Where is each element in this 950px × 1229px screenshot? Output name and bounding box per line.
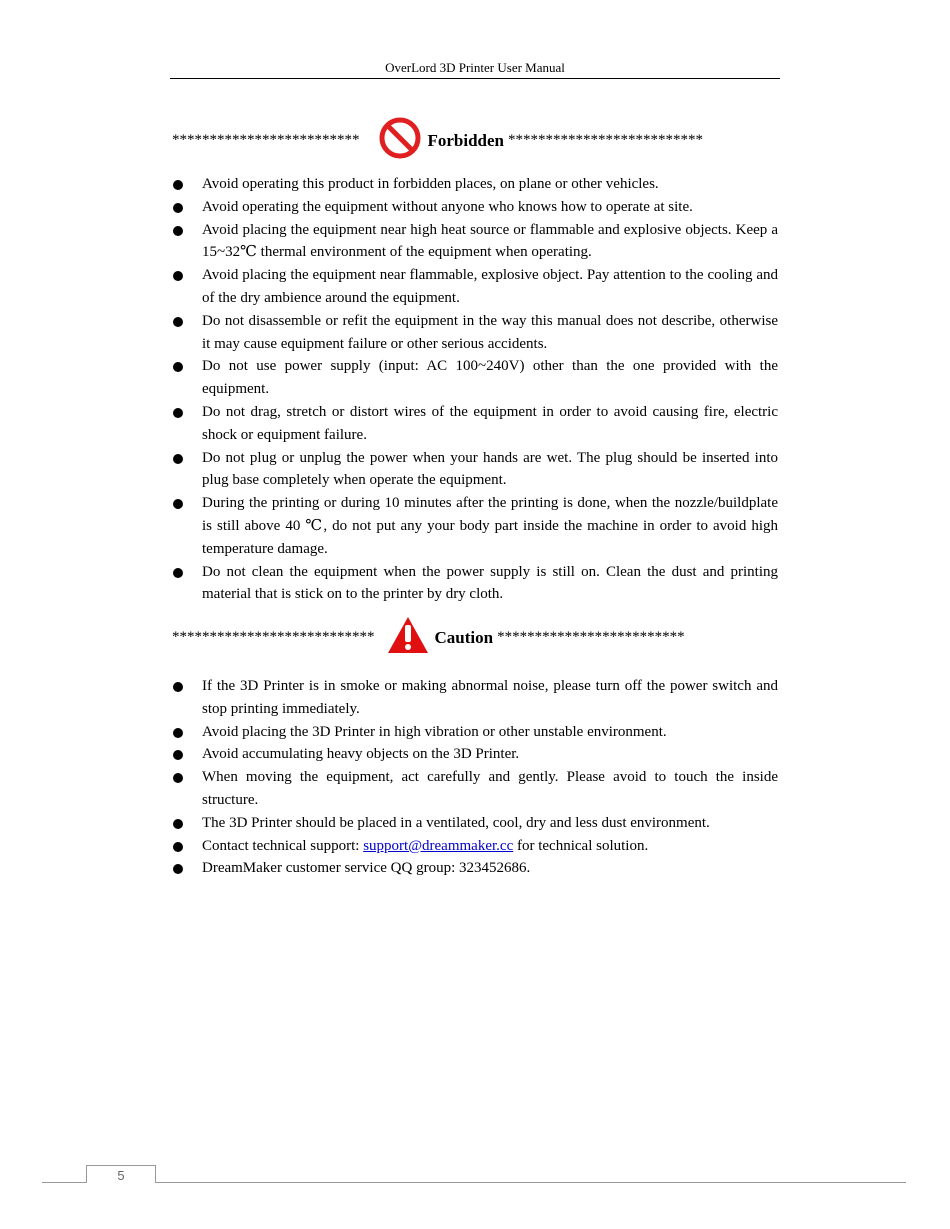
- bullet-icon: [173, 317, 183, 327]
- bullet-icon: [173, 568, 183, 578]
- list-item: During the printing or during 10 minutes after the printing is done, when the nozzle/buildplate is still above 40 ℃, do not put any your body part inside the machine in order to avoid high temperature damage.: [172, 492, 778, 560]
- forbidden-list: [172, 173, 778, 606]
- bullet-icon: [173, 864, 183, 874]
- list-item: Do not use power supply (input: AC 100~240V) other than the one provided with the equipment.: [172, 355, 778, 401]
- prohibition-icon: [378, 116, 422, 165]
- bullet-icon: [173, 203, 183, 213]
- contact-prefix: Contact technical support:: [202, 837, 364, 854]
- list-item: Avoid placing the equipment near high heat source or flammable and explosive objects. Keep a 15~32℃ thermal environment of the equipment when operating.: [172, 219, 778, 265]
- stars-right: **************************: [508, 132, 704, 148]
- support-email-link[interactable]: support@dreammaker.cc: [363, 837, 514, 854]
- bullet-icon: [173, 842, 183, 852]
- list-item-contact: [172, 835, 778, 858]
- caution-list: [172, 675, 778, 880]
- header-rule: [170, 78, 780, 79]
- bullet-icon: [173, 750, 183, 760]
- list-item: Do not plug or unplug the power when your hands are wet. The plug should be inserted into plug base completely when operate the equipment.: [172, 447, 778, 493]
- stars-left: ***************************: [172, 629, 375, 645]
- list-item: Avoid operating the equipment without anyone who knows how to operate at site.: [172, 196, 778, 219]
- list-item: Avoid placing the equipment near flammable, explosive object. Pay attention to the cooling and of the dry ambience around the equipment.: [172, 264, 778, 310]
- page-number: 5: [86, 1165, 156, 1183]
- list-item: Avoid accumulating heavy objects on the 3D Printer.: [172, 743, 778, 766]
- warning-icon: [387, 615, 429, 660]
- contact-suffix: for technical solution.: [513, 837, 649, 854]
- list-item: The 3D Printer should be placed in a ventilated, cool, dry and less dust environment.: [172, 812, 778, 835]
- bullet-icon: [173, 819, 183, 829]
- list-item: Avoid placing the 3D Printer in high vibration or other unstable environment.: [172, 721, 778, 744]
- stars-left: *************************: [172, 132, 360, 148]
- bullet-icon: [173, 362, 183, 372]
- bullet-icon: [173, 180, 183, 190]
- forbidden-heading: [172, 116, 780, 165]
- list-item: Avoid operating this product in forbidden places, on plane or other vehicles.: [172, 173, 778, 196]
- stars-right: *************************: [497, 629, 685, 645]
- list-item: Do not drag, stretch or distort wires of the equipment in order to avoid causing fire, electric shock or equipment failure.: [172, 401, 778, 447]
- caution-title: Caution: [434, 627, 494, 647]
- bullet-icon: [173, 773, 183, 783]
- bullet-icon: [173, 499, 183, 509]
- bullet-icon: [173, 226, 183, 236]
- bullet-icon: [173, 454, 183, 464]
- list-item: When moving the equipment, act carefully and gently. Please avoid to touch the inside structure.: [172, 766, 778, 812]
- bullet-icon: [173, 682, 183, 692]
- list-item: DreamMaker customer service QQ group: 323452686.: [172, 857, 778, 880]
- footer-rule: [42, 1182, 906, 1183]
- caution-heading: [172, 615, 780, 660]
- list-item: Do not disassemble or refit the equipment in the way this manual does not describe, otherwise it may cause equipment failure or other serious accidents.: [172, 310, 778, 356]
- list-item: Do not clean the equipment when the power supply is still on. Clean the dust and printing material that is stick on to the printer by dry cloth.: [172, 561, 778, 607]
- bullet-icon: [173, 728, 183, 738]
- page-header-title: OverLord 3D Printer User Manual: [385, 60, 565, 75]
- bullet-icon: [173, 408, 183, 418]
- bullet-icon: [173, 271, 183, 281]
- list-item: If the 3D Printer is in smoke or making abnormal noise, please turn off the power switch and stop printing immediately.: [172, 675, 778, 721]
- forbidden-title: Forbidden: [427, 130, 505, 150]
